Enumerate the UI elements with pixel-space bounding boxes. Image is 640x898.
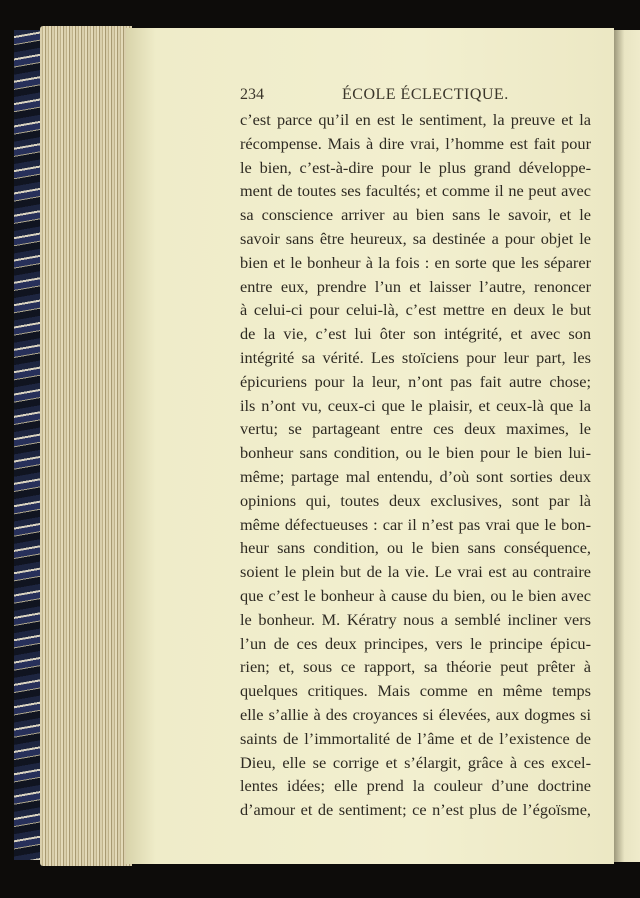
text-line: récompense. Mais à dire vrai, l’homme est fait pour: [240, 133, 591, 153]
page-fore-edge: [40, 26, 132, 866]
text-line: ils n’ont vu, ceux-ci que le plaisir, et ceux-là que la: [240, 395, 591, 415]
text-line: entre eux, prendre l’un et laisser l’autre, renoncer: [240, 276, 591, 296]
text-line: le bien, c’est-à-dire pour le plus grand développe-: [240, 157, 591, 177]
text-line: heur sans condition, ou le bien sans conséquence,: [240, 538, 591, 558]
text-line: d’amour et de sentiment; ce n’est plus de l’égoïsme,: [240, 800, 591, 820]
facing-page-edge: [614, 30, 640, 862]
text-line: savoir sans être heureux, sa destinée a pour objet le: [240, 228, 591, 248]
text-line: même défectueuses : car il n’est pas vrai que le bon-: [240, 514, 591, 534]
text-line: vertu; se partageant entre ces deux maximes, le: [240, 419, 591, 439]
text-line: c’est parce qu’il en est le sentiment, la preuve et la: [240, 110, 591, 129]
text-line: bonheur sans condition, ou le bien pour le bien lui-: [240, 443, 591, 463]
page-number: 234: [240, 86, 264, 103]
text-line: elle s’allie à des croyances si élevées, aux dogmes si: [240, 704, 591, 724]
text-line: soient le plein but de la vie. Le vrai est au contraire: [240, 562, 591, 582]
text-line: le bonheur. M. Kératry nous a semblé incliner vers: [240, 609, 591, 629]
text-line: lentes idées; elle prend la couleur d’une doctrine: [240, 776, 591, 796]
text-line: épicuriens pour la leur, n’ont pas fait autre chose;: [240, 371, 591, 391]
text-line: à celui-ci pour celui-là, c’est mettre en deux le but: [240, 300, 591, 320]
text-line: même; partage mal entendu, d’où sont sorties deux: [240, 466, 591, 486]
text-line: de la vie, c’est lui ôter son intégrité, et avec son: [240, 324, 591, 344]
text-line: Dieu, elle se corrige et s’élargit, grâce à ces excel-: [240, 752, 591, 772]
text-line: bien et le bonheur à la fois : en sorte que les séparer: [240, 252, 591, 272]
running-title: ÉCOLE ÉCLECTIQUE.: [342, 86, 509, 103]
text-line: ment de toutes ses facultés; et comme il ne peut avec: [240, 181, 591, 201]
page-header: [240, 86, 590, 108]
text-line: l’un de ces deux principes, vers le principe épicu-: [240, 633, 591, 653]
text-line: que c’est le bonheur à cause du bien, ou le bien avec: [240, 585, 591, 605]
text-line: saints de l’immortalité de l’âme et de l’existence de: [240, 728, 591, 748]
text-line: sa conscience arriver au bien sans le savoir, et le: [240, 205, 591, 225]
text-line: quelques critiques. Mais comme en même temps: [240, 681, 591, 701]
body-text: [240, 108, 591, 822]
text-line: opinions qui, toutes deux exclusives, sont par là: [240, 490, 591, 510]
text-line: rien; et, sous ce rapport, sa théorie peut prêter à: [240, 657, 591, 677]
text-line: intégrité sa vérité. Les stoïciens pour leur part, les: [240, 347, 591, 367]
